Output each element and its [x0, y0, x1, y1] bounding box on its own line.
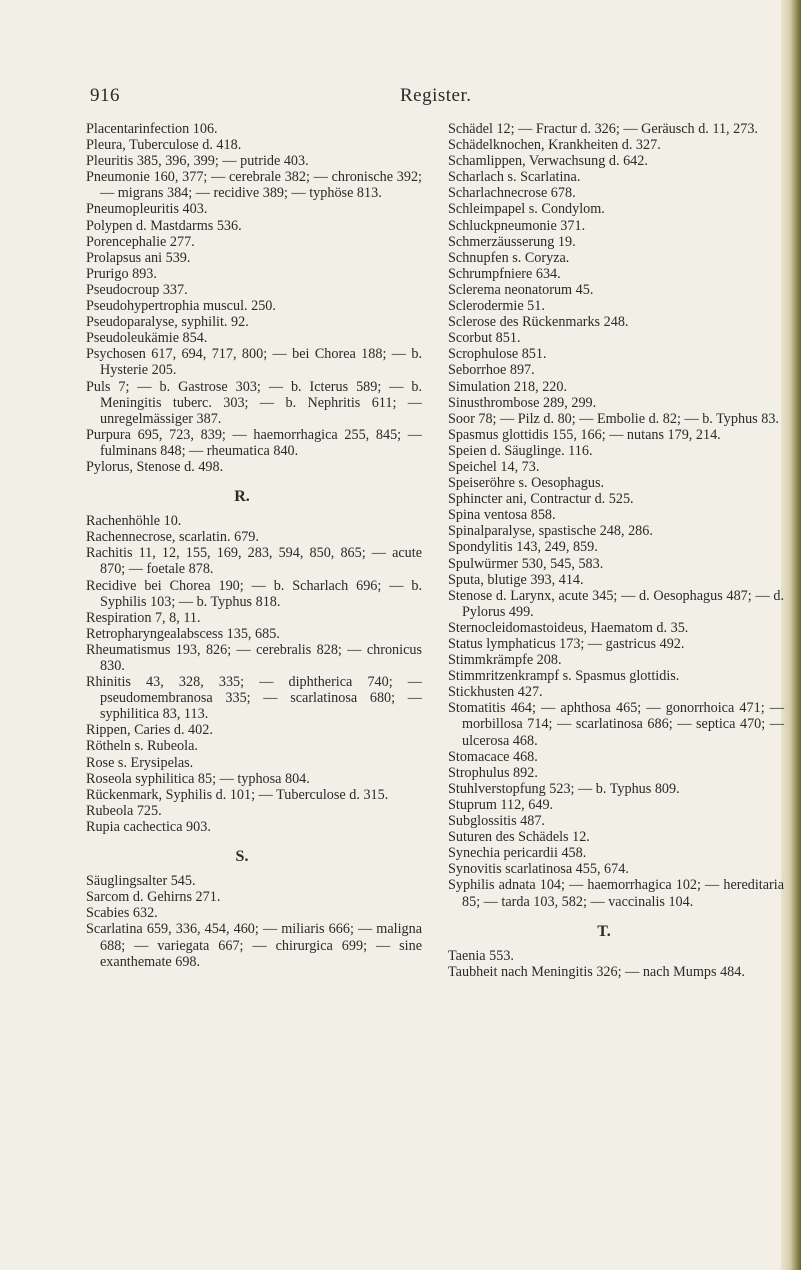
index-entry: Simulation 218, 220.: [448, 378, 568, 395]
index-entry: Rückenmark, Syphilis d. 101; — Tuberculose d. 315.: [86, 786, 389, 803]
index-entry: Sclerema neonatorum 45.: [448, 281, 594, 298]
right-column: [448, 121, 784, 980]
section-letter-s: S.: [235, 848, 249, 866]
index-entry: Scharlachnecrose 678.: [448, 185, 576, 202]
index-entry: Scorbut 851.: [448, 330, 521, 347]
index-entry: Schamlippen, Verwachsung d. 642.: [448, 153, 648, 170]
index-entry: Rippen, Caries d. 402.: [86, 722, 213, 739]
index-entry: Schleimpapel s. Condylom.: [448, 201, 605, 218]
index-entry: Schädel 12; — Fractur d. 326; — Geräusch d. 11, 273.: [448, 121, 758, 137]
index-entry: Stuprum 112, 649.: [448, 796, 554, 813]
index-entry: Rheumatismus 193, 826; — cerebralis 828; — chronicus 830.: [86, 641, 422, 674]
index-entry: Sarcom d. Gehirns 271.: [86, 889, 221, 906]
index-entry: Rubeola 725.: [86, 802, 162, 819]
index-entry: Pseudoparalyse, syphilit. 92.: [86, 314, 249, 331]
index-entry: Purpura 695, 723, 839; — haemorrhagica 255, 845; — fulminans 848; — rheumatica 840.: [86, 426, 422, 459]
section-letter-r: R.: [234, 488, 250, 506]
index-entry: Synechia pericardii 458.: [448, 845, 587, 862]
index-entry: Pleura, Tuberculose d. 418.: [86, 137, 242, 154]
index-entry: Rupia cachectica 903.: [86, 818, 211, 835]
index-entry: Spulwürmer 530, 545, 583.: [448, 555, 604, 572]
index-entry: Pseudocroup 337.: [86, 281, 188, 298]
index-entry: Pneumopleuritis 403.: [86, 201, 208, 218]
entries-p: [86, 121, 422, 475]
index-entry: Polypen d. Mastdarms 536.: [86, 217, 242, 234]
index-entry: Speichel 14, 73.: [448, 458, 540, 475]
index-entry: Sputa, blutige 393, 414.: [448, 571, 584, 588]
index-entry: Psychosen 617, 694, 717, 800; — bei Chorea 188; — b. Hysterie 205.: [86, 346, 422, 379]
index-entry: Soor 78; — Pilz d. 80; — Embolie d. 82; — b. Typhus 83.: [448, 410, 779, 427]
index-entry: Stomatitis 464; — aphthosa 465; — gonorrhoica 471; — morbillosa 714; — scarlatinosa 686; — septica 470; — ulcerosa 468.: [448, 700, 784, 749]
index-entry: Pneumonie 160, 377; — cerebrale 382; — chronische 392; — migrans 384; — recidive 389; — typhöse 813.: [86, 169, 422, 202]
entries-r: [86, 513, 422, 835]
page-edge: [781, 0, 801, 1270]
index-entry: Rachennecrose, scarlatin. 679.: [86, 529, 259, 546]
index-entry: Sclerose des Rückenmarks 248.: [448, 314, 629, 331]
running-title: Register.: [400, 85, 472, 106]
index-entry: Speien d. Säuglinge. 116.: [448, 442, 593, 459]
index-entry: Scabies 632.: [86, 905, 158, 922]
left-column: [86, 121, 422, 970]
index-entry: Rose s. Erysipelas.: [86, 754, 194, 771]
index-entry: Pleuritis 385, 396, 399; — putride 403.: [86, 153, 309, 170]
index-entry: Spasmus glottidis 155, 166; — nutans 179, 214.: [448, 426, 721, 443]
index-entry: Schluckpneumonie 371.: [448, 217, 586, 234]
entries-t: [448, 948, 784, 980]
index-entry: Seborrhoe 897.: [448, 362, 535, 379]
index-entry: Scrophulose 851.: [448, 346, 547, 363]
index-entry: Stuhlverstopfung 523; — b. Typhus 809.: [448, 780, 680, 797]
index-entry: Suturen des Schädels 12.: [448, 829, 590, 846]
index-entry: Schrumpfniere 634.: [448, 265, 561, 282]
index-entry: Stenose d. Larynx, acute 345; — d. Oesophagus 487; — d. Pylorus 499.: [448, 587, 784, 620]
index-entry: Rachenhöhle 10.: [86, 513, 182, 530]
index-entry: Sclerodermie 51.: [448, 298, 545, 315]
index-entry: Respiration 7, 8, 11.: [86, 609, 201, 626]
index-entry: Taenia 553.: [448, 947, 514, 964]
index-entry: Subglossitis 487.: [448, 813, 545, 830]
entries-s-cont: [448, 121, 784, 910]
index-entry: Taubheit nach Meningitis 326; — nach Mumps 484.: [448, 963, 745, 980]
page-number: 916: [90, 85, 120, 106]
index-entry: Speiseröhre s. Oesophagus.: [448, 475, 605, 492]
index-entry: Rötheln s. Rubeola.: [86, 738, 198, 755]
index-entry: Recidive bei Chorea 190; — b. Scharlach 696; — b. Syphilis 103; — b. Typhus 818.: [86, 577, 422, 610]
index-entry: Säuglingsalter 545.: [86, 873, 196, 890]
index-entry: Spinalparalyse, spastische 248, 286.: [448, 523, 653, 540]
index-entry: Puls 7; — b. Gastrose 303; — b. Icterus 589; — b. Meningitis tuberc. 303; — b. Nephritis 611; — unregelmässiger 387.: [86, 378, 422, 427]
index-entry: Spina ventosa 858.: [448, 507, 556, 524]
index-entry: Stimmkrämpfe 208.: [448, 652, 562, 669]
index-entry: Stomacace 468.: [448, 748, 538, 765]
page-header: [0, 85, 801, 115]
index-entry: Pseudoleukämie 854.: [86, 330, 208, 347]
index-entry: Schmerzäusserung 19.: [448, 233, 576, 250]
section-letter-t: T.: [597, 922, 611, 940]
index-entry: Prurigo 893.: [86, 265, 157, 282]
index-entry: Sternocleidomastoideus, Haematom d. 35.: [448, 619, 689, 636]
index-entry: Pseudohypertrophia muscul. 250.: [86, 298, 276, 315]
index-entry: Syphilis adnata 104; — haemorrhagica 102; — hereditaria 85; — tarda 103, 582; — vaccinalis 104.: [448, 877, 784, 910]
index-entry: Prolapsus ani 539.: [86, 249, 191, 266]
index-entry: Sinusthrombose 289, 299.: [448, 394, 597, 411]
index-entry: Stickhusten 427.: [448, 684, 543, 701]
index-entry: Schnupfen s. Coryza.: [448, 249, 570, 266]
index-entry: Status lymphaticus 173; — gastricus 492.: [448, 636, 685, 652]
index-entry: Strophulus 892.: [448, 764, 538, 781]
index-entry: Scarlatina 659, 336, 454, 460; — miliaris 666; — maligna 688; — variegata 667; — chirurgica 699; — sine exanthemate 698.: [86, 921, 422, 970]
entries-s: [86, 873, 422, 970]
index-entry: Porencephalie 277.: [86, 233, 195, 250]
index-entry: Rachitis 11, 12, 155, 169, 283, 594, 850, 865; — acute 870; — foetale 878.: [86, 545, 422, 578]
index-entry: Spondylitis 143, 249, 859.: [448, 539, 598, 556]
index-entry: Sphincter ani, Contractur d. 525.: [448, 491, 634, 508]
index-entry: Rhinitis 43, 328, 335; — diphtherica 740; — pseudomembranosa 335; — scarlatinosa 680; — syphilitica 83, 113.: [86, 674, 422, 723]
index-entry: Pylorus, Stenose d. 498.: [86, 458, 224, 475]
index-entry: Placentarinfection 106.: [86, 121, 218, 137]
index-entry: Retropharyngealabscess 135, 685.: [86, 625, 280, 642]
index-entry: Scharlach s. Scarlatina.: [448, 169, 581, 186]
index-entry: Roseola syphilitica 85; — typhosa 804.: [86, 770, 310, 787]
index-entry: Synovitis scarlatinosa 455, 674.: [448, 861, 629, 878]
index-entry: Stimmritzenkrampf s. Spasmus glottidis.: [448, 668, 680, 685]
index-entry: Schädelknochen, Krankheiten d. 327.: [448, 137, 661, 154]
